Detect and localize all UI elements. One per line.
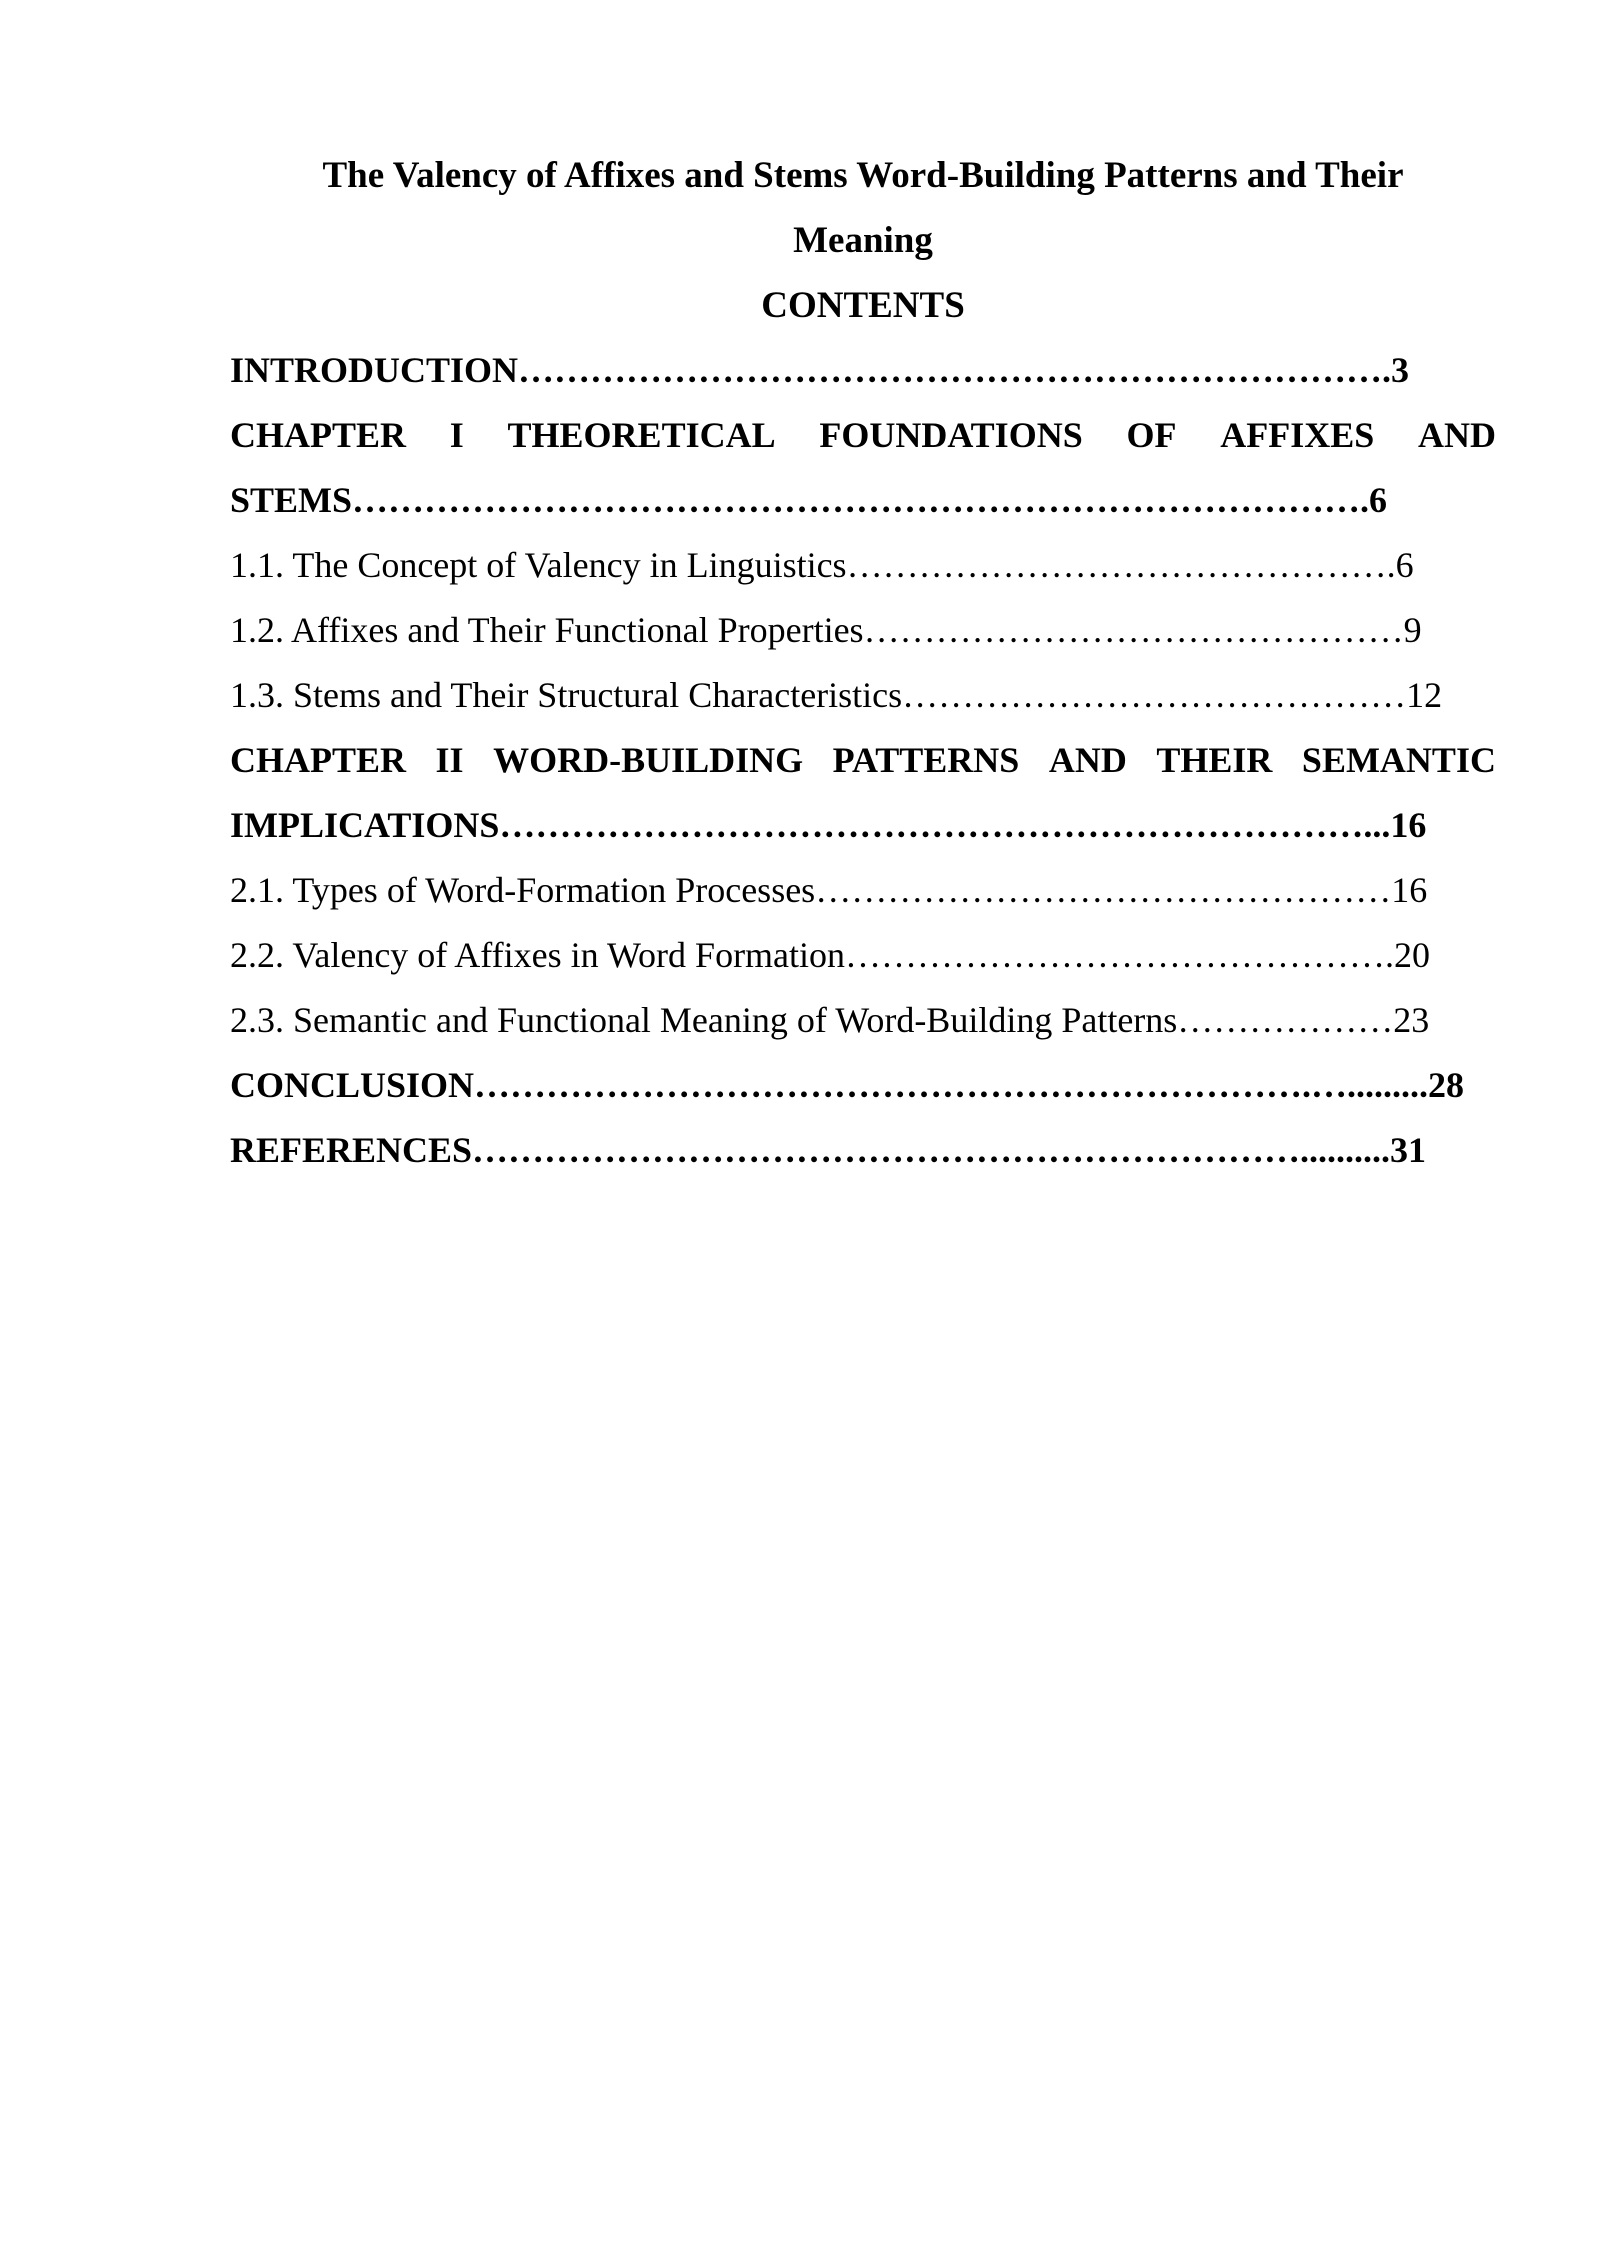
toc-word: II [435,740,464,780]
toc-entry-section-1-3: 1.3. Stems and Their Structural Characteristics……………………………………12 [230,675,1443,715]
toc-word: WORD-BUILDING [493,740,804,780]
toc-entry-conclusion: CONCLUSION…………………………………………………………….….........28 [230,1065,1465,1105]
toc-entry-section-2-1: 2.1. Types of Word-Formation Processes…………………………………………16 [230,870,1428,910]
toc-word: THEORETICAL [507,415,776,455]
document-title-line-1: The Valency of Affixes and Stems Word-Building Patterns and Their [322,155,1404,196]
toc-entry-references: REFERENCES……………………………………………………………..........31 [230,1130,1427,1170]
toc-word: AND [1048,740,1127,780]
toc-word: CHAPTER [230,740,407,780]
toc-word: CHAPTER [230,415,407,455]
toc-word: AND [1418,415,1496,455]
toc-word: OF [1126,415,1177,455]
toc-entry-chapter-1-line-1 [230,415,1496,455]
toc-word: FOUNDATIONS [819,415,1083,455]
toc-entry-chapter-2-line-2: IMPLICATIONS………………………………………………………………...16 [230,805,1427,845]
toc-word: SEMANTIC [1301,740,1496,780]
toc-word: THEIR [1156,740,1273,780]
toc-entry-chapter-1-line-2: STEMS………………………………………………………………………….6 [230,480,1388,520]
toc-entry-section-1-1: 1.1. The Concept of Valency in Linguistics……………………………………….6 [230,545,1414,585]
toc-word: I [449,415,464,455]
contents-heading: CONTENTS [761,285,965,326]
toc-word: AFFIXES [1220,415,1375,455]
toc-entry-introduction: INTRODUCTION……………………………………………………………….3 [230,350,1410,390]
toc-entry-section-1-2: 1.2. Affixes and Their Functional Properties………………………………………9 [230,610,1422,650]
toc-entry-section-2-3: 2.3. Semantic and Functional Meaning of Word-Building Patterns………………23 [230,1000,1430,1040]
document-title-line-2: Meaning [793,220,933,261]
toc-word: PATTERNS [832,740,1020,780]
toc-entry-chapter-2-line-1 [230,740,1496,780]
toc-entry-section-2-2: 2.2. Valency of Affixes in Word Formation……………………………………….20 [230,935,1431,975]
